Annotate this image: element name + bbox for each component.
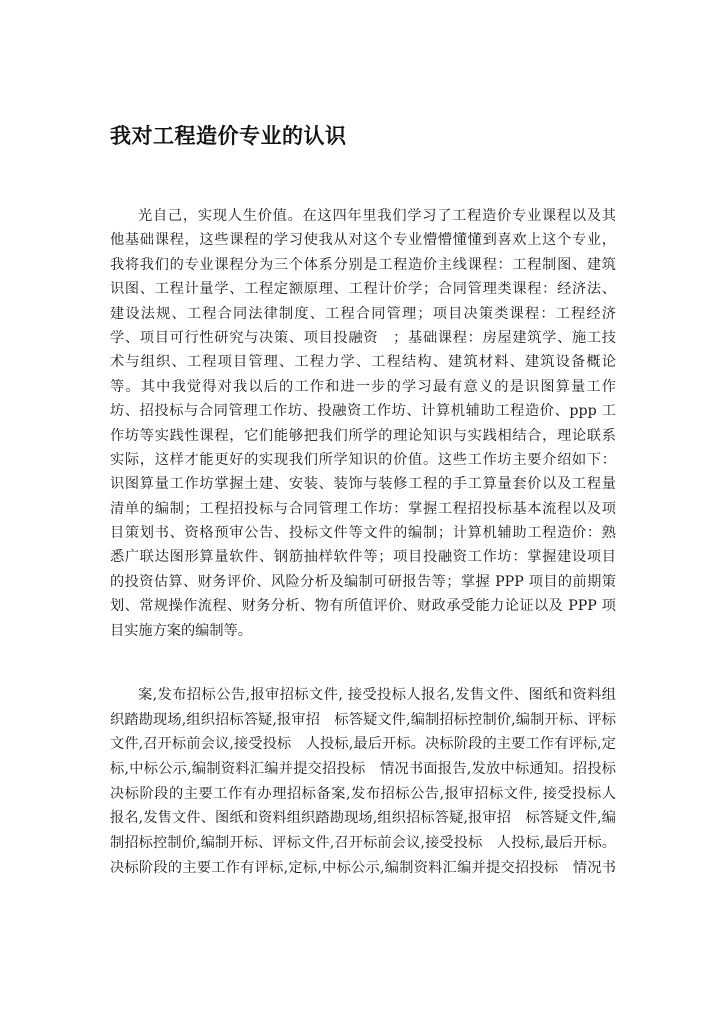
paragraph-line: 我将我们的专业课程分为三个体系分别是工程造价主线课程：工程制图、建筑 [110, 256, 616, 273]
paragraph-line: 建设法规、工程合同法律制度、工程合同管理；项目决策类课程：工程经济 [110, 305, 616, 322]
paragraph-line: 决标阶段的主要工作有评标,定标,中标公示,编制资料汇编并提交招投标 情况书 [110, 859, 616, 876]
body-paragraph-2 [110, 683, 616, 881]
paragraph-line: 光自己，实现人生价值。在这四年里我们学习了工程造价专业课程以及其 [138, 208, 616, 224]
paragraph-line: 目实施方案的编制等。 [110, 622, 252, 639]
paragraph-line: 术与组织、工程项目管理、工程力学、工程结构、建筑材料、建筑设备概论 [110, 354, 616, 371]
paragraph-line: 报名,发售文件、图纸和资料组织踏勘现场,组织招标答疑,报审招 标答疑文件,编 [110, 810, 616, 827]
paragraph-line: 他基础课程，这些课程的学习使我从对这个专业懵懵懂懂到喜欢上这个专业， [110, 232, 616, 249]
paragraph-line: 坊、招投标与合同管理工作坊、投融资工作坊、计算机辅助工程造价、ppp 工 [110, 403, 616, 420]
paragraph-line: 清单的编制；工程招投标与合同管理工作坊：掌握工程招投标基本流程以及项 [110, 500, 616, 517]
paragraph-line: 悉广联达图形算量软件、钢筋抽样软件等；项目投融资工作坊：掌握建设项目 [110, 549, 616, 566]
paragraph-line: 识图算量工作坊掌握土建、安装、装饰与装修工程的手工算量套价以及工程量 [110, 476, 616, 493]
paragraph-line: 作坊等实践性课程，它们能够把我们所学的理论知识与实践相结合，理论联系 [110, 427, 616, 444]
paragraph-line: 案,发布招标公告,报审招标文件, 接受投标人报名,发售文件、图纸和资料组 [138, 687, 616, 703]
body-paragraph-1 [110, 204, 616, 643]
paragraph-line: 识图、工程计量学、工程定额原理、工程计价学；合同管理类课程：经济法、 [110, 281, 616, 298]
paragraph-line: 的投资估算、财务评价、风险分析及编制可研报告等；掌握 PPP 项目的前期策 [110, 573, 616, 590]
page-title: 我对工程造价专业的认识 [110, 124, 347, 148]
paragraph-line: 制招标控制价,编制开标、评标文件,召开标前会议,接受投标 人投标,最后开标。 [110, 835, 616, 852]
paragraph-line: 学、项目可行性研究与决策、项目投融资 ；基础课程：房屋建筑学、施工技 [110, 329, 616, 346]
paragraph-line: 划、常规操作流程、财务分析、物有所值评价、财政承受能力论证以及 PPP 项 [110, 598, 616, 615]
paragraph-line: 文件,召开标前会议,接受投标 人投标,最后开标。决标阶段的主要工作有评标,定 [110, 736, 616, 753]
paragraph-line: 决标阶段的主要工作有办理招标备案,发布招标公告,报审招标文件, 接受投标人 [110, 785, 616, 802]
paragraph-line: 标,中标公示,编制资料汇编并提交招投标 情况书面报告,发放中标通知。招投标 [110, 761, 616, 778]
paragraph-line: 织踏勘现场,组织招标答疑,报审招 标答疑文件,编制招标控制价,编制开标、评标 [110, 711, 616, 728]
paragraph-line: 目策划书、资格预审公告、投标文件等文件的编制；计算机辅助工程造价：熟 [110, 525, 616, 542]
paragraph-line: 实际，这样才能更好的实现我们所学知识的价值。这些工作坊主要介绍如下： [110, 451, 616, 468]
paragraph-line: 等。其中我觉得对我以后的工作和进一步的学习最有意义的是识图算量工作 [110, 378, 616, 395]
